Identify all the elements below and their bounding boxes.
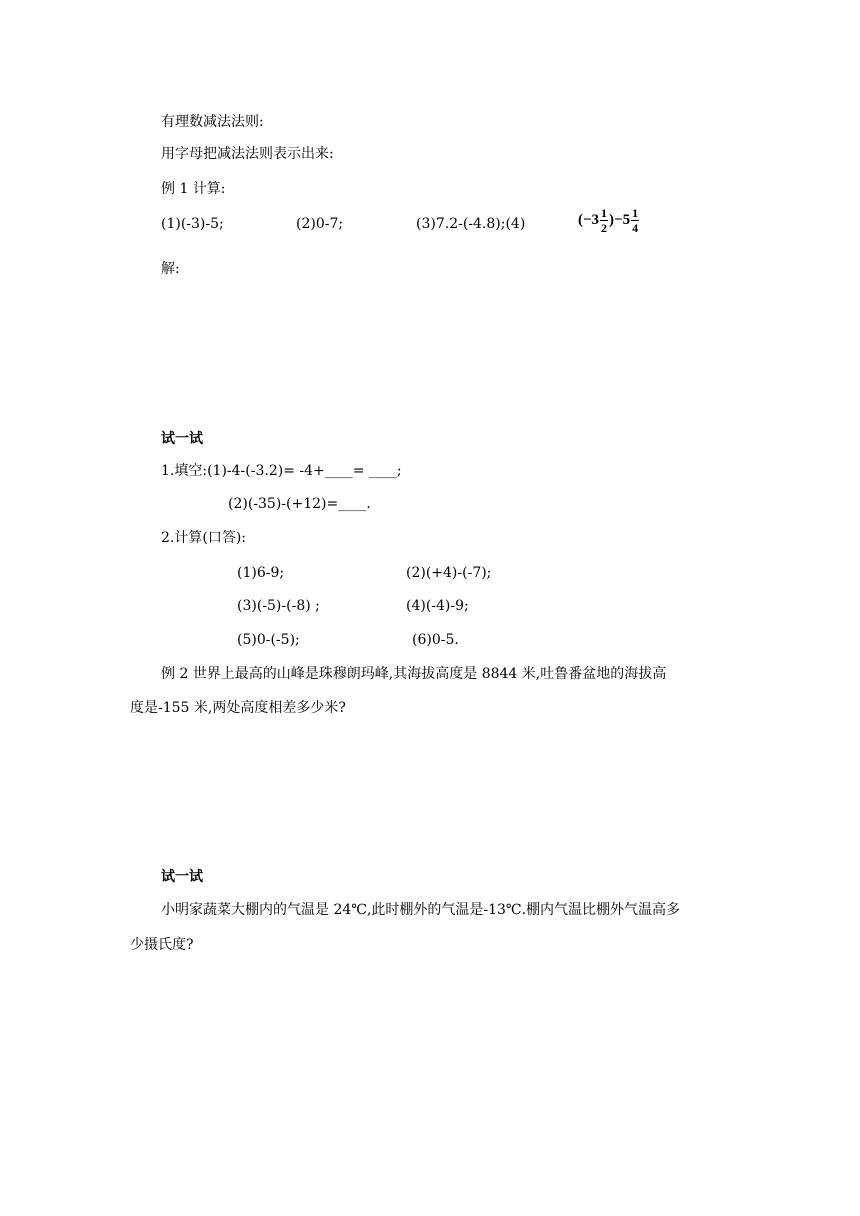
fraction-half-denominator: 2 [601, 221, 608, 235]
oral-calc-item-4: (4)(-4)-9; [406, 598, 469, 614]
fill-blank-line-2: (2)(-35)-(+12)=____. [228, 496, 371, 512]
example2-line-2: 度是-155 米,两处高度相差多少米? [130, 700, 346, 716]
fraction-half [600, 207, 608, 234]
fraction-quarter [631, 207, 639, 234]
math-middle: )−5 [609, 212, 631, 228]
oral-calc-item-6: (6)0-5. [412, 632, 459, 648]
rule-heading: 有理数减法法则: [161, 114, 264, 130]
letters-prompt: 用字母把减法法则表示出来: [161, 146, 334, 162]
fraction-half-numerator: 1 [601, 206, 608, 220]
oral-calc-item-5: (5)0-(-5); [237, 632, 300, 648]
example1-item-2: (2)0-7; [296, 216, 344, 232]
solution-label: 解: [161, 261, 180, 277]
oral-calc-title: 2.计算(口答): [161, 530, 246, 546]
try-heading-2: 试一试 [161, 869, 203, 885]
math-open: (−3 [578, 212, 600, 228]
example1-item-1: (1)(-3)-5; [161, 216, 224, 232]
greenhouse-line-2: 少摄氏度? [130, 937, 194, 953]
example1-item-4-math [578, 207, 640, 234]
oral-calc-item-3: (3)(-5)-(-8) ; [237, 598, 320, 614]
try-heading-1: 试一试 [161, 431, 203, 447]
example1-title: 例 1 计算: [161, 181, 226, 197]
oral-calc-item-1: (1)6-9; [237, 565, 285, 581]
example2-line-1: 例 2 世界上最高的山峰是珠穆朗玛峰,其海拔高度是 8844 米,吐鲁番盆地的海拔高 [161, 666, 667, 682]
fraction-quarter-numerator: 1 [632, 206, 639, 220]
fraction-quarter-denominator: 4 [632, 221, 639, 235]
example1-item-3: (3)7.2-(-4.8);(4) [416, 216, 526, 232]
oral-calc-item-2: (2)(+4)-(-7); [406, 565, 492, 581]
greenhouse-line-1: 小明家蔬菜大棚内的气温是 24℃,此时棚外的气温是-13℃.棚内气温比棚外气温高多 [161, 902, 681, 918]
fill-blank-line-1: 1.填空:(1)-4-(-3.2)= -4+____= ____; [161, 463, 402, 479]
